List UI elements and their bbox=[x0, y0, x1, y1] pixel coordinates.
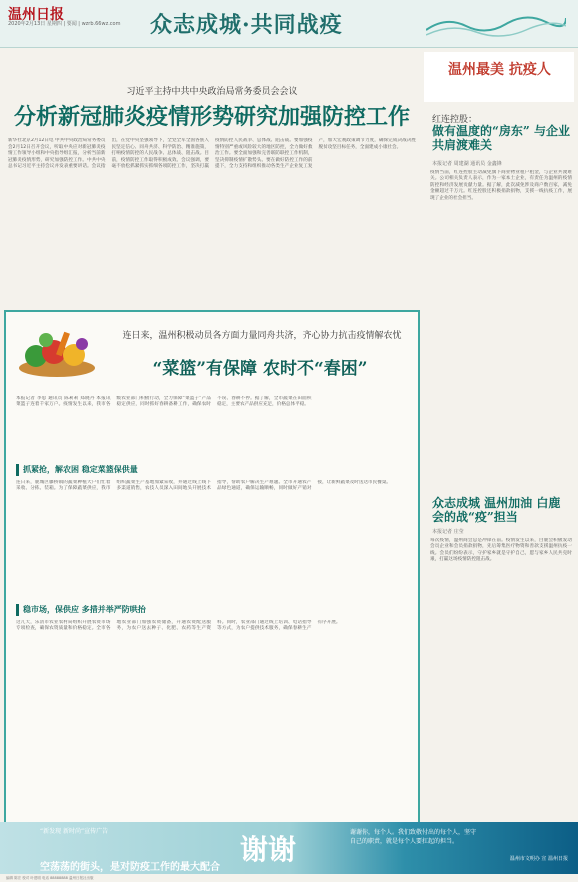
masthead-strip bbox=[0, 0, 578, 48]
ad-thanks: 谢谢 bbox=[240, 833, 297, 866]
side-title: 做有温度的“房东” 与企业共肩渡难关 bbox=[432, 124, 570, 152]
ad-banner bbox=[0, 822, 578, 874]
feature-body: 本报记者 李思 通讯员 陈莉莉 郑晓丹 本报讯 菜篮子连着千家万户。疫情发生以来，我市各级农业部门积极行动，全力保障“菜篮子”产品稳定供应，同时抓好春耕备耕工作，确保农时不误、春耕不停。据了解，全市蔬菜在田面积稳定，主要农产品供应充足，价格总体平稳。 bbox=[16, 396, 312, 408]
ad-top-label: “新发现 新时尚”宣传广告 bbox=[40, 828, 109, 835]
main-kicker: 习近平主持中共中央政治局常务委员会会议 bbox=[126, 87, 298, 97]
side-banner bbox=[424, 52, 574, 102]
section-head-1: 抓紧抢，解农困 稳定菜篮保供量 bbox=[16, 464, 138, 476]
side-byline: 本报记者 周建湖 通讯员 金鑫锋 bbox=[432, 161, 502, 167]
banner-wave-icon bbox=[426, 8, 566, 38]
main-column bbox=[4, 52, 420, 822]
side-kicker: 红连控股： bbox=[432, 115, 478, 125]
ad-credit: 温州市文明办 宣 温州日报 bbox=[509, 856, 568, 862]
side-banner-title: 温州最美 抗疫人 bbox=[448, 62, 551, 78]
side-body-2: 每次疫情，温州商会总是冲锋在前。疫情发生以来，白鹿会积极发动会员企业和会员捐款捐物，先后筹集医疗物资和善款支援温州抗疫一线。会员们纷纷表示，守护家乡就是守护自己，愿与家乡人民共克时艰，打赢这场疫情防控阻击战。 bbox=[430, 538, 572, 563]
section-body-2: 这几天，乐清市农业农村局组织开展农资市场专项检查，确保农资质量和价格稳定。全市各地农业部门加强农资储备，开通农资配送服务，为农户送去种子、化肥、农药等生产资料。同时，农业部门通过线上培训、电话指导等方式，为农户提供技术服务，确保春耕生产有序开展。 bbox=[16, 620, 341, 632]
ad-slogan: 空荡荡的街头，是对防疫工作的最大配合 bbox=[40, 862, 220, 873]
side-body-1: 疫情当前，红连控股主动减免旗下商业物业租户租金，与企业共渡难关。公司相关负责人表示，作为一家本土企业，有责任为温州的疫情防控和经济发展贡献力量。据了解，此次减免涉及商户数百家，减免金额超过千万元。红连控股还积极捐款捐物，支援一线抗疫工作，展现了企业的社会担当。 bbox=[430, 170, 572, 201]
feature-kicker: 连日来，温州积极动员各方面力量同舟共济，齐心协力抗击疫情解农忧 bbox=[122, 331, 402, 341]
side-column bbox=[424, 52, 574, 822]
main-article: 新华社北京2月12日电 中共中央政治局常务委员会2月12日召开会议，听取中央应对新冠肺炎疫情工作领导小组和中央指导组汇报，分析当前新冠肺炎疫情形势，研究加强防控工作。中共中央总书记习近平主持会议并发表重要讲话。会议指出，在党中央坚强领导下，全党全军全国各族人民坚定信心、同舟共济、科学防治、精准施策，打响疫情防控的人民战争、总体战、阻击战。目前，疫情防控工作取得积极成效。会议强调，要毫不放松抓紧抓实抓细各项防控工作，坚决打赢疫情防控人民战争、总体战、阻击战。要加强疫情特别严重或风险较大的地区防控，全力做好救治工作。要全面加强和完善联防联控工作机制，坚决抑制疫情扩散势头。要在做好防控工作的前提下，全力支持和组织推动各类生产企业复工复产，加大宏观政策调节力度，确保完成决战决胜脱贫攻坚目标任务，全面建成小康社会。 bbox=[8, 138, 416, 170]
feature-box bbox=[4, 310, 420, 856]
section-body-1: 连日来，鹿城区藤桥镇的蔬菜种植大户们忙着采收、分拣、装箱。为了保障蔬菜供应，我市组织蔬菜生产基地加紧采收，并通过线上线下多渠道销售，农技人员深入田间地头开展技术指导，帮助农户解决生产难题。全市开通农产品绿色通道，确保运输顺畅，同时做好产销对接，让新鲜蔬菜及时送达市民餐桌。 bbox=[16, 480, 392, 492]
side-byline-2: 本报记者 庄莹 bbox=[432, 529, 464, 535]
footer: 编辑 陈宏 校对 叶建明 电话 88888888 温州日报社出版 bbox=[0, 874, 578, 882]
ad-message: 谢谢你，每个人。我们致敬付出的每个人，坚守自己的职责，就是每个人要扛起的担当。 bbox=[350, 829, 477, 845]
main-headline: 分析新冠肺炎疫情形势研究加强防控工作 bbox=[13, 104, 410, 130]
banner-title: 众志成城·共同战疫 bbox=[150, 12, 343, 38]
masthead-date: 2020年2月13日 星期四 | 要闻 | wzrb.66wz.com bbox=[8, 21, 121, 27]
side-title-2: 众志成城 温州加油 白鹿会的战“疫”担当 bbox=[432, 496, 561, 524]
section-head-2: 稳市场，保供应 多措并举严防哄抬 bbox=[16, 604, 146, 616]
vegetables-icon bbox=[16, 322, 98, 380]
newspaper-logo: 温州日报 bbox=[8, 7, 64, 23]
feature-title: “菜篮”有保障 农时不“春困” bbox=[152, 359, 368, 379]
